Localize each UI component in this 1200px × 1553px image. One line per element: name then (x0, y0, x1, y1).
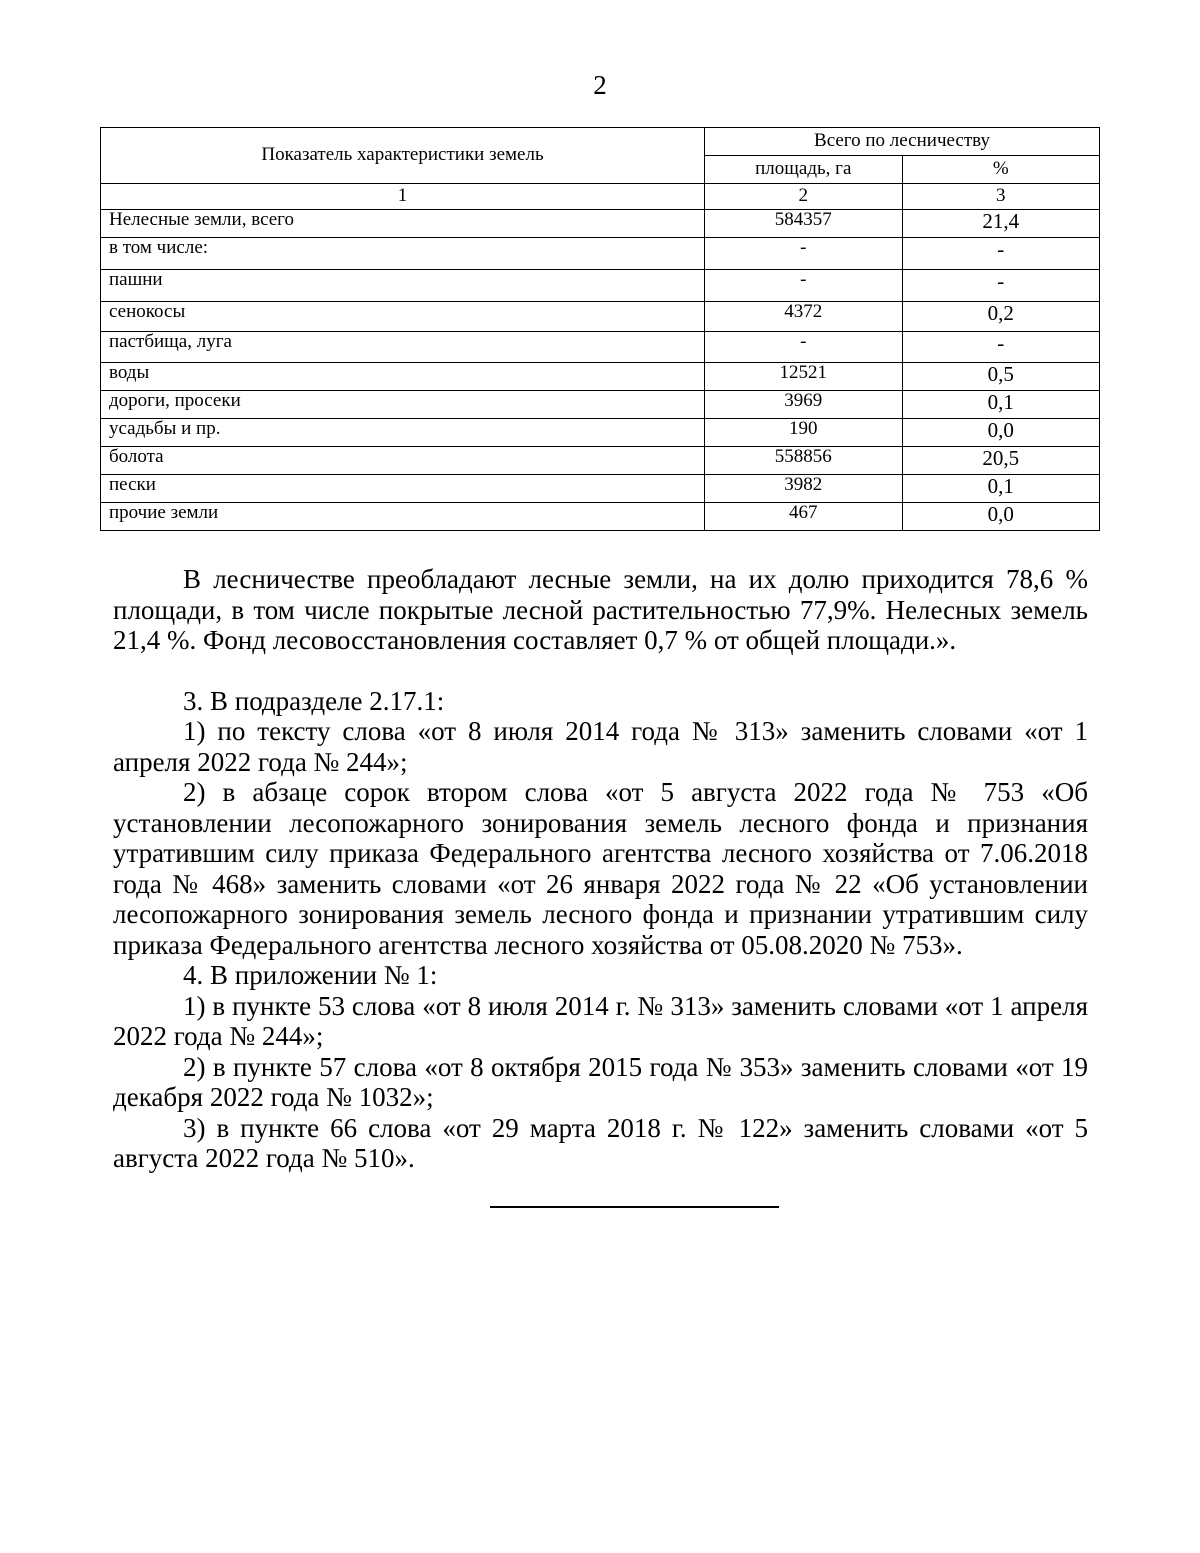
row-label: пастбища, луга (101, 332, 705, 363)
amendment-item: 1) в пункте 53 слова «от 8 июля 2014 г. № 313» заменить словами «от 1 апреля 2022 года № 244»; (113, 990, 1088, 1051)
row-label: пашни (101, 270, 705, 302)
table-row (101, 419, 1100, 447)
row-area: 190 (705, 419, 903, 447)
header-indicator: Показатель характеристики земель (101, 128, 705, 184)
table-row (101, 503, 1100, 531)
row-area: 3982 (705, 475, 903, 503)
row-label: воды (101, 363, 705, 391)
row-label: усадьбы и пр. (101, 419, 705, 447)
document-body (113, 564, 1088, 1174)
end-divider-line (490, 1206, 779, 1208)
row-area: 584357 (705, 210, 903, 238)
row-percent: 0,0 (902, 503, 1100, 531)
row-label: пески (101, 475, 705, 503)
row-area: 4372 (705, 302, 903, 332)
table-header-row (101, 128, 1100, 156)
column-number: 3 (902, 184, 1100, 210)
amendment-item: 3) в пункте 66 слова «от 29 марта 2018 г. № 122» заменить словами «от 5 августа 2022 года № 510». (113, 1112, 1088, 1173)
column-number: 1 (101, 184, 705, 210)
row-area: 3969 (705, 391, 903, 419)
header-group: Всего по лесничеству (705, 128, 1100, 156)
column-numbers-row (101, 184, 1100, 210)
row-percent: - (902, 238, 1100, 270)
row-area: - (705, 332, 903, 363)
header-area: площадь, га (705, 156, 903, 184)
row-area: - (705, 270, 903, 302)
row-percent: 0,1 (902, 391, 1100, 419)
row-percent: 0,1 (902, 475, 1100, 503)
row-percent: 21,4 (902, 210, 1100, 238)
amendment-item: 1) по тексту слова «от 8 июля 2014 года № 313» заменить словами «от 1 апреля 2022 года № 244»; (113, 716, 1088, 777)
section-heading-4: 4. В приложении № 1: (183, 960, 438, 990)
summary-paragraph: В лесничестве преобладают лесные земли, на их долю приходится 78,6 % площади, в том числе покрытые лесной растительностью 77,9%. Нелесных земель 21,4 %. Фонд лесовосстановления составляет 0,7 % от общей площади.». (113, 564, 1088, 655)
table-row (101, 332, 1100, 363)
amendment-item: 2) в абзаце сорок втором слова «от 5 августа 2022 года № 753 «Об установлении лесопожарного зонирования земель лесного фонда и признания утратившим силу приказа Федерального агентства лесного хозяйства от 7.06.2018 года № 468» заменить словами «от 26 января 2022 года № 22 «Об установлении лесопожарного зонирования земель лесного фонда и признании утратившим силу приказа Федерального агентства лесного хозяйства от 05.08.2020 № 753». (113, 777, 1088, 960)
row-label: болота (101, 447, 705, 475)
table-row (101, 238, 1100, 270)
page-number: 2 (593, 70, 607, 100)
table-row (101, 391, 1100, 419)
row-area: 12521 (705, 363, 903, 391)
row-percent: - (902, 332, 1100, 363)
header-percent: % (902, 156, 1100, 184)
row-percent: 0,5 (902, 363, 1100, 391)
row-area: - (705, 238, 903, 270)
row-percent: - (902, 270, 1100, 302)
column-number: 2 (705, 184, 903, 210)
row-percent: 0,0 (902, 419, 1100, 447)
table-row (101, 363, 1100, 391)
table-row (101, 447, 1100, 475)
table-row (101, 302, 1100, 332)
row-label: дороги, просеки (101, 391, 705, 419)
table-row (101, 210, 1100, 238)
land-characteristics-table (100, 127, 1100, 531)
table-row (101, 270, 1100, 302)
row-label: сенокосы (101, 302, 705, 332)
amendment-item: 2) в пункте 57 слова «от 8 октября 2015 года № 353» заменить словами «от 19 декабря 2022 года № 1032»; (113, 1051, 1088, 1112)
row-percent: 20,5 (902, 447, 1100, 475)
row-label: в том числе: (101, 238, 705, 270)
section-heading-3: 3. В подразделе 2.17.1: (183, 685, 445, 716)
row-label: прочие земли (101, 503, 705, 531)
table-row (101, 475, 1100, 503)
row-area: 467 (705, 503, 903, 531)
row-label: Нелесные земли, всего (101, 210, 705, 238)
row-area: 558856 (705, 447, 903, 475)
row-percent: 0,2 (902, 302, 1100, 332)
